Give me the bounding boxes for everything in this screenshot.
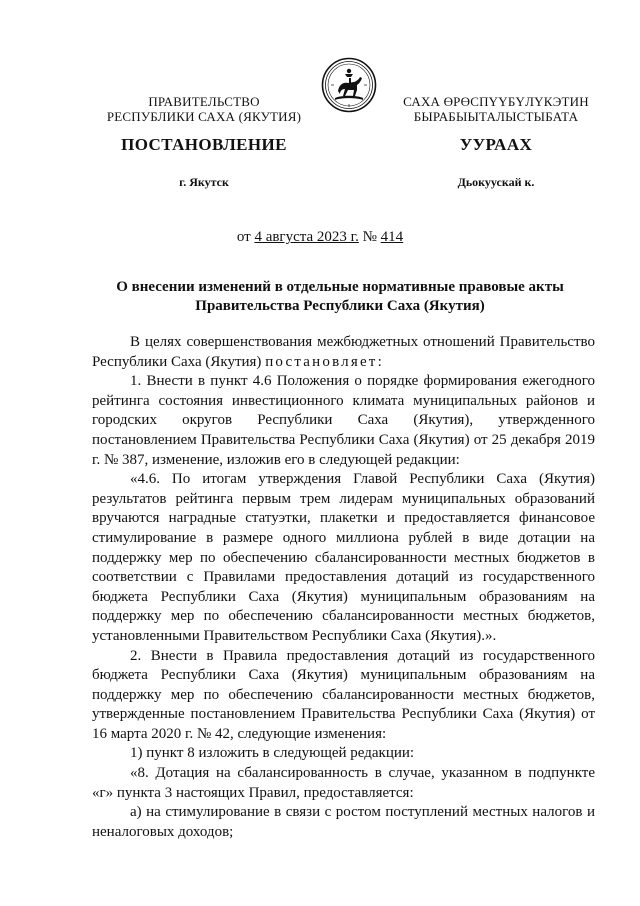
document-title: [90, 278, 590, 316]
header-left-line2: РЕСПУБЛИКИ САХА (ЯКУТИЯ): [106, 109, 302, 124]
title-line1: О внесении изменений в отдельные нормативные правовые акты: [116, 279, 564, 295]
paragraph-item-8: «8. Дотация на сбалансированность в случае, указанном в подпункте «г» пункта 3 настоящих Правил, предоставляется:: [92, 765, 595, 801]
header-right-line1: САХА ӨРӨСПҮҮБҮЛҮКЭТИН: [403, 94, 589, 109]
republic-emblem: [321, 57, 377, 113]
paragraph-item-2: 2. Внести в Правила предоставления дотаций из государственного бюджета Республики Саха (Якутия) муниципальным образованиям на поддержку мер по обеспечению сбалансированности местных бюджетов, утвержденные постановлением Правительства Республики Саха (Якутия) от 16 марта 2020 г. № 42, следующие изменения:: [92, 647, 595, 742]
paragraph-item-1: 1. Внести в пункт 4.6 Положения о порядке формирования ежегодного рейтинга состояния инвестиционного климата муниципальных районов и городских округов Республики Саха (Якутия), утвержденного постановлением Правительства Республики Саха (Якутия) от 25 декабря 2019 г. № 387, изменение, изложив его в следующей редакции:: [92, 373, 595, 468]
document-date: 4 августа 2023 г.: [254, 229, 359, 245]
paragraph-item-4-6: «4.6. По итогам утверждения Главой Республики Саха (Якутия) результатов рейтинга первым трем лидерам муниципальных образований вручаются наградные статуэтки, плакетки и предоставляется финансовое стимулирование в размере одного миллиона рублей в виде дотации на поддержку мер по обеспечению сбалансированности местных бюджетов в соответствии с Правилами предоставления дотаций из государственного бюджета Республики Саха (Якутия) муниципальным образованиям на поддержку мер по обеспечению сбалансированности местных бюджетов, установленными Правительством Республики Саха (Якутия).».: [92, 471, 595, 644]
preamble-colon: :: [377, 353, 382, 370]
city-yakut: Дьокуускай к.: [457, 175, 535, 189]
city-russian: г. Якутск: [179, 175, 229, 189]
date-prefix: от: [236, 229, 255, 245]
header-left-authority: [84, 94, 324, 124]
paragraph-subitem-a: а) на стимулирование в связи с ростом поступлений местных налогов и неналоговых доходов;: [92, 804, 595, 840]
document-number: 414: [380, 229, 404, 245]
paragraph-preamble: [92, 333, 595, 372]
doc-type-yakut: УУРААХ: [459, 135, 533, 154]
preamble-resolves: постановляет: [265, 353, 378, 370]
title-line2: Правительства Республики Саха (Якутия): [195, 298, 485, 314]
header-left-line1: ПРАВИТЕЛЬСТВО: [148, 94, 260, 109]
number-sign: №: [358, 229, 381, 245]
preamble-text: В целях совершенствования межбюджетных отношений Правительство Республики Саха (Якутия): [92, 334, 595, 370]
document-body: [92, 333, 595, 842]
header-right-line2: БЫРАБЫЫТАЛЫСТЫБАТА: [413, 109, 579, 124]
doc-type-russian: ПОСТАНОВЛЕНИЕ: [121, 135, 287, 154]
paragraph-subitem-1: 1) пункт 8 изложить в следующей редакции:: [130, 745, 415, 762]
date-line: [0, 229, 640, 246]
header-right-authority: [376, 94, 616, 124]
